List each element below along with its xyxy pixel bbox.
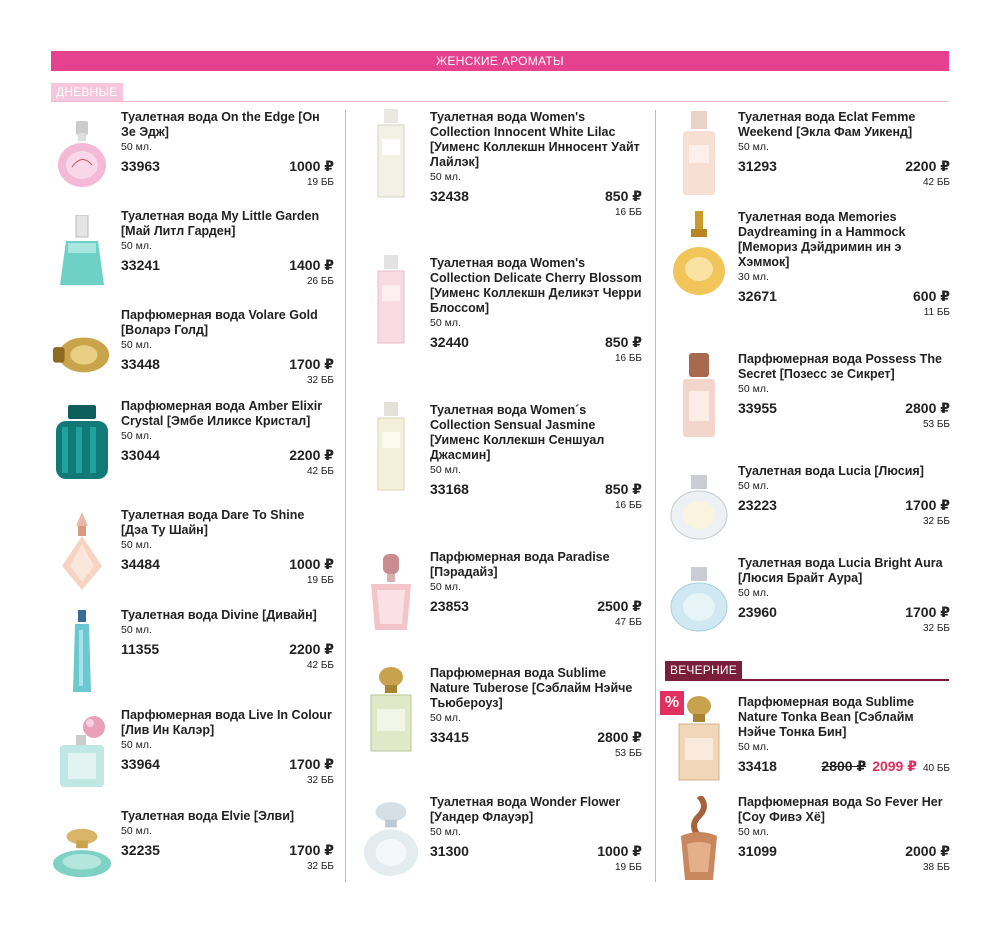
product-price-row: [121, 756, 334, 773]
old-price: 2800 ₽: [821, 758, 867, 774]
product-code: 34484: [121, 556, 160, 572]
product-title: Туалетная вода Memories Daydreaming in a Hammock [Мемориз Дэйдримин ин э Хэммок]: [738, 210, 906, 269]
day-section-label: ДНЕВНЫЕ: [51, 83, 123, 101]
bonus-points: 47 ББ: [614, 617, 642, 628]
product-price-row: [121, 842, 334, 859]
product-title: Парфюмерная вода So Fever Her [Соу Фивэ Хё]: [738, 795, 943, 824]
pink-round-bottle-icon: [51, 110, 113, 198]
rose-bottle-icon: [360, 550, 422, 638]
product-price: 850 ₽: [605, 188, 642, 204]
evening-section-label: ВЕЧЕРНИЕ: [665, 661, 742, 679]
bonus-points: 19 ББ: [306, 575, 334, 586]
turquoise-bottle-icon: [51, 209, 113, 297]
product-title: Туалетная вода Lucia Bright Aura [Люсия Брайт Аура]: [738, 556, 943, 585]
product-volume: 50 мл.: [121, 339, 152, 351]
bonus-points: 32 ББ: [922, 516, 950, 527]
bonus-points: 32 ББ: [306, 861, 334, 872]
bonus-points: 32 ББ: [306, 775, 334, 786]
product-volume: 50 мл.: [738, 383, 769, 395]
product-code: 32235: [121, 842, 160, 858]
product-code: 11355: [121, 641, 160, 657]
bonus-points: 42 ББ: [306, 466, 334, 477]
product-code: 33415: [430, 729, 469, 745]
product-code: 23223: [738, 497, 777, 513]
product-volume: 50 мл.: [121, 240, 152, 252]
bonus-points: 32 ББ: [922, 623, 950, 634]
peach-bottle-icon: [51, 508, 113, 596]
product-price-row: [121, 641, 334, 658]
product-price-row: [430, 481, 642, 498]
product-code: 33963: [121, 158, 160, 174]
product-volume: 50 мл.: [738, 741, 769, 753]
product-info: [121, 308, 334, 386]
product-code: 31300: [430, 843, 469, 859]
product-price-row: [121, 158, 334, 175]
product-title: Туалетная вода Eclat Femme Weekend [Экла Фам Уикенд]: [738, 110, 916, 139]
product-price-row: [430, 334, 642, 351]
bonus-points: 32 ББ: [306, 375, 334, 386]
product-volume: 50 мл.: [430, 826, 461, 838]
product-info: [430, 110, 642, 218]
product-volume: 50 мл.: [430, 581, 461, 593]
cream-tall-bottle-icon: [360, 403, 422, 491]
product-volume: 50 мл.: [738, 587, 769, 599]
bonus-points: 16 ББ: [614, 207, 642, 218]
product-price: 1000 ₽: [597, 843, 642, 859]
product-price-row: [738, 158, 950, 175]
bonus-points: 40 ББ: [922, 763, 950, 774]
product-title: Парфюмерная вода Volare Gold [Воларэ Голд]: [121, 308, 318, 337]
product-volume: 50 мл.: [430, 317, 461, 329]
white-tall-bottle-icon: [360, 110, 422, 198]
pink-tall-bottle-icon: [360, 256, 422, 344]
product-info: [430, 403, 642, 511]
product-code: 23960: [738, 604, 777, 620]
product-info: [738, 464, 950, 527]
product-info: [430, 795, 642, 873]
copper-bottle-icon: [668, 352, 730, 440]
product-price: 1000 ₽: [289, 158, 334, 174]
evening-section-rule: [665, 679, 949, 681]
product-price: 850 ₽: [605, 481, 642, 497]
product-price-row: [738, 843, 950, 860]
amber-round-bottle-icon: [668, 210, 730, 298]
product-code: 31099: [738, 843, 777, 859]
product-title: Парфюмерная вода Amber Elixir Crystal [Эмбе Иликсе Кристал]: [121, 399, 323, 428]
product-info: [121, 399, 334, 477]
product-code: 33418: [738, 758, 777, 774]
product-info: [738, 210, 950, 318]
product-info: [121, 110, 334, 188]
mint-flat-bottle-icon: [51, 809, 113, 897]
product-price: 2500 ₽: [597, 598, 642, 614]
product-info: [121, 608, 334, 671]
product-price-row: [738, 758, 950, 776]
product-price: 2200 ₽: [289, 641, 334, 657]
product-title: Туалетная вода Lucia [Люсия]: [738, 464, 924, 478]
product-volume: 50 мл.: [430, 712, 461, 724]
product-price-row: [738, 400, 950, 417]
product-price-row: [738, 604, 950, 621]
product-volume: 50 мл.: [121, 141, 152, 153]
bonus-points: 53 ББ: [614, 748, 642, 759]
product-price-row: [430, 729, 642, 746]
product-title: Туалетная вода Dare To Shine [Дэа Ту Шайн]: [121, 508, 305, 537]
product-volume: 50 мл.: [430, 464, 461, 476]
product-volume: 30 мл.: [738, 271, 769, 283]
clear-round-bottle-icon: [360, 795, 422, 883]
bronze-twist-bottle-icon: [668, 795, 730, 883]
product-price-row: [430, 843, 642, 860]
product-title: Туалетная вода On the Edge [Он Зе Эдж]: [121, 110, 320, 139]
bonus-points: 38 ББ: [922, 862, 950, 873]
bonus-points: 16 ББ: [614, 500, 642, 511]
product-title: Парфюмерная вода Live In Colour [Лив Ин Калэр]: [121, 708, 332, 737]
product-code: 33448: [121, 356, 160, 372]
product-price: 2800 ₽: [597, 729, 642, 745]
product-price-row: [430, 188, 642, 205]
product-volume: 50 мл.: [738, 826, 769, 838]
green-gold-cap-bottle-icon: [360, 666, 422, 754]
product-price-row: [121, 556, 334, 573]
slim-turquoise-bottle-icon: [51, 608, 113, 696]
product-info: [738, 110, 950, 188]
bonus-points: 11 ББ: [923, 307, 950, 318]
teal-bottle-icon: [51, 399, 113, 487]
product-info: [738, 695, 950, 776]
product-info: [738, 795, 950, 873]
floral-bottle-icon: [51, 708, 113, 796]
bonus-points: 42 ББ: [306, 660, 334, 671]
product-code: 33964: [121, 756, 160, 772]
product-info: [121, 209, 334, 287]
product-price: 2800 ₽: [905, 400, 950, 416]
gold-bottle-icon: [51, 308, 113, 396]
product-code: 31293: [738, 158, 777, 174]
product-title: Парфюмерная вода Possess The Secret [Позесс зе Сикрет]: [738, 352, 942, 381]
product-price: 2000 ₽: [905, 843, 950, 859]
product-volume: 50 мл.: [121, 430, 152, 442]
clear-oval-bottle-icon: [668, 464, 730, 552]
column-divider: [345, 110, 346, 882]
blush-bottle-icon: [668, 110, 730, 198]
product-price-row: [121, 356, 334, 373]
product-title: Туалетная вода My Little Garden [Май Литл Гарден]: [121, 209, 320, 238]
product-title: Парфюмерная вода Sublime Nature Tuberose [Сэблайм Нэйче Тьюбероуз]: [430, 666, 633, 710]
product-price-row: [121, 447, 334, 464]
product-code: 32438: [430, 188, 469, 204]
bonus-points: 42 ББ: [922, 177, 950, 188]
product-title: Парфюмерная вода Paradise [Пэрадайз]: [430, 550, 610, 579]
product-volume: 50 мл.: [121, 739, 152, 751]
product-volume: 50 мл.: [121, 539, 152, 551]
product-price: 2200 ₽: [289, 447, 334, 463]
product-code: 33044: [121, 447, 160, 463]
product-volume: 50 мл.: [121, 624, 152, 636]
product-title: Туалетная вода Divine [Дивайн]: [121, 608, 317, 622]
product-info: [121, 508, 334, 586]
price-group: [821, 758, 950, 776]
bonus-points: 53 ББ: [922, 419, 950, 430]
product-price: 1700 ₽: [905, 604, 950, 620]
product-price-row: [430, 598, 642, 615]
product-info: [430, 256, 642, 364]
product-title: Туалетная вода Women´s Collection Sensual Jasmine [Уименс Коллекшн Сеншуал Джасмин]: [430, 403, 605, 462]
column-divider: [655, 110, 656, 882]
product-code: 23853: [430, 598, 469, 614]
product-code: 32440: [430, 334, 469, 350]
product-title: Туалетная вода Wonder Flower [Уандер Флауэр]: [430, 795, 621, 824]
product-title: Туалетная вода Women's Collection Innocent White Lilac [Уименс Коллекшн Инносент Уайт Лайлэк]: [430, 110, 640, 169]
product-price: 1700 ₽: [289, 356, 334, 372]
product-price-row: [121, 257, 334, 274]
product-price: 850 ₽: [605, 334, 642, 350]
product-volume: 50 мл.: [121, 825, 152, 837]
product-code: 33241: [121, 257, 160, 273]
product-price-row: [738, 288, 950, 305]
bonus-points: 19 ББ: [614, 862, 642, 873]
bonus-points: 26 ББ: [306, 276, 334, 287]
product-price: 1700 ₽: [289, 842, 334, 858]
product-volume: 50 мл.: [738, 141, 769, 153]
product-title: Парфюмерная вода Sublime Nature Tonka Bean [Сэблайм Нэйче Тонка Бин]: [738, 695, 915, 739]
bonus-points: 19 ББ: [306, 177, 334, 188]
product-code: 32671: [738, 288, 777, 304]
product-info: [738, 556, 950, 634]
product-price-row: [738, 497, 950, 514]
product-info: [121, 708, 334, 786]
product-price: 2200 ₽: [905, 158, 950, 174]
product-info: [430, 666, 642, 759]
product-info: [121, 809, 334, 872]
product-info: [738, 352, 950, 430]
sale-badge: %: [660, 691, 684, 715]
section-banner: ЖЕНСКИЕ АРОМАТЫ: [51, 51, 949, 71]
product-volume: 50 мл.: [430, 171, 461, 183]
product-price: 1700 ₽: [905, 497, 950, 513]
blue-oval-bottle-icon: [668, 556, 730, 644]
product-price: 1700 ₽: [289, 756, 334, 772]
bonus-points: 16 ББ: [614, 353, 642, 364]
product-volume: 50 мл.: [738, 480, 769, 492]
product-title: Туалетная вода Women's Collection Delicate Cherry Blossom [Уименс Коллекшн Деликэт Черри Блоссом]: [430, 256, 642, 315]
product-info: [430, 550, 642, 628]
day-section-rule: [51, 101, 949, 102]
product-title: Туалетная вода Elvie [Элви]: [121, 809, 295, 823]
product-price: 1000 ₽: [289, 556, 334, 572]
product-code: 33168: [430, 481, 469, 497]
product-price: 600 ₽: [913, 288, 950, 304]
product-price: 1400 ₽: [289, 257, 334, 273]
product-code: 33955: [738, 400, 777, 416]
sale-price: 2099 ₽: [872, 758, 917, 774]
